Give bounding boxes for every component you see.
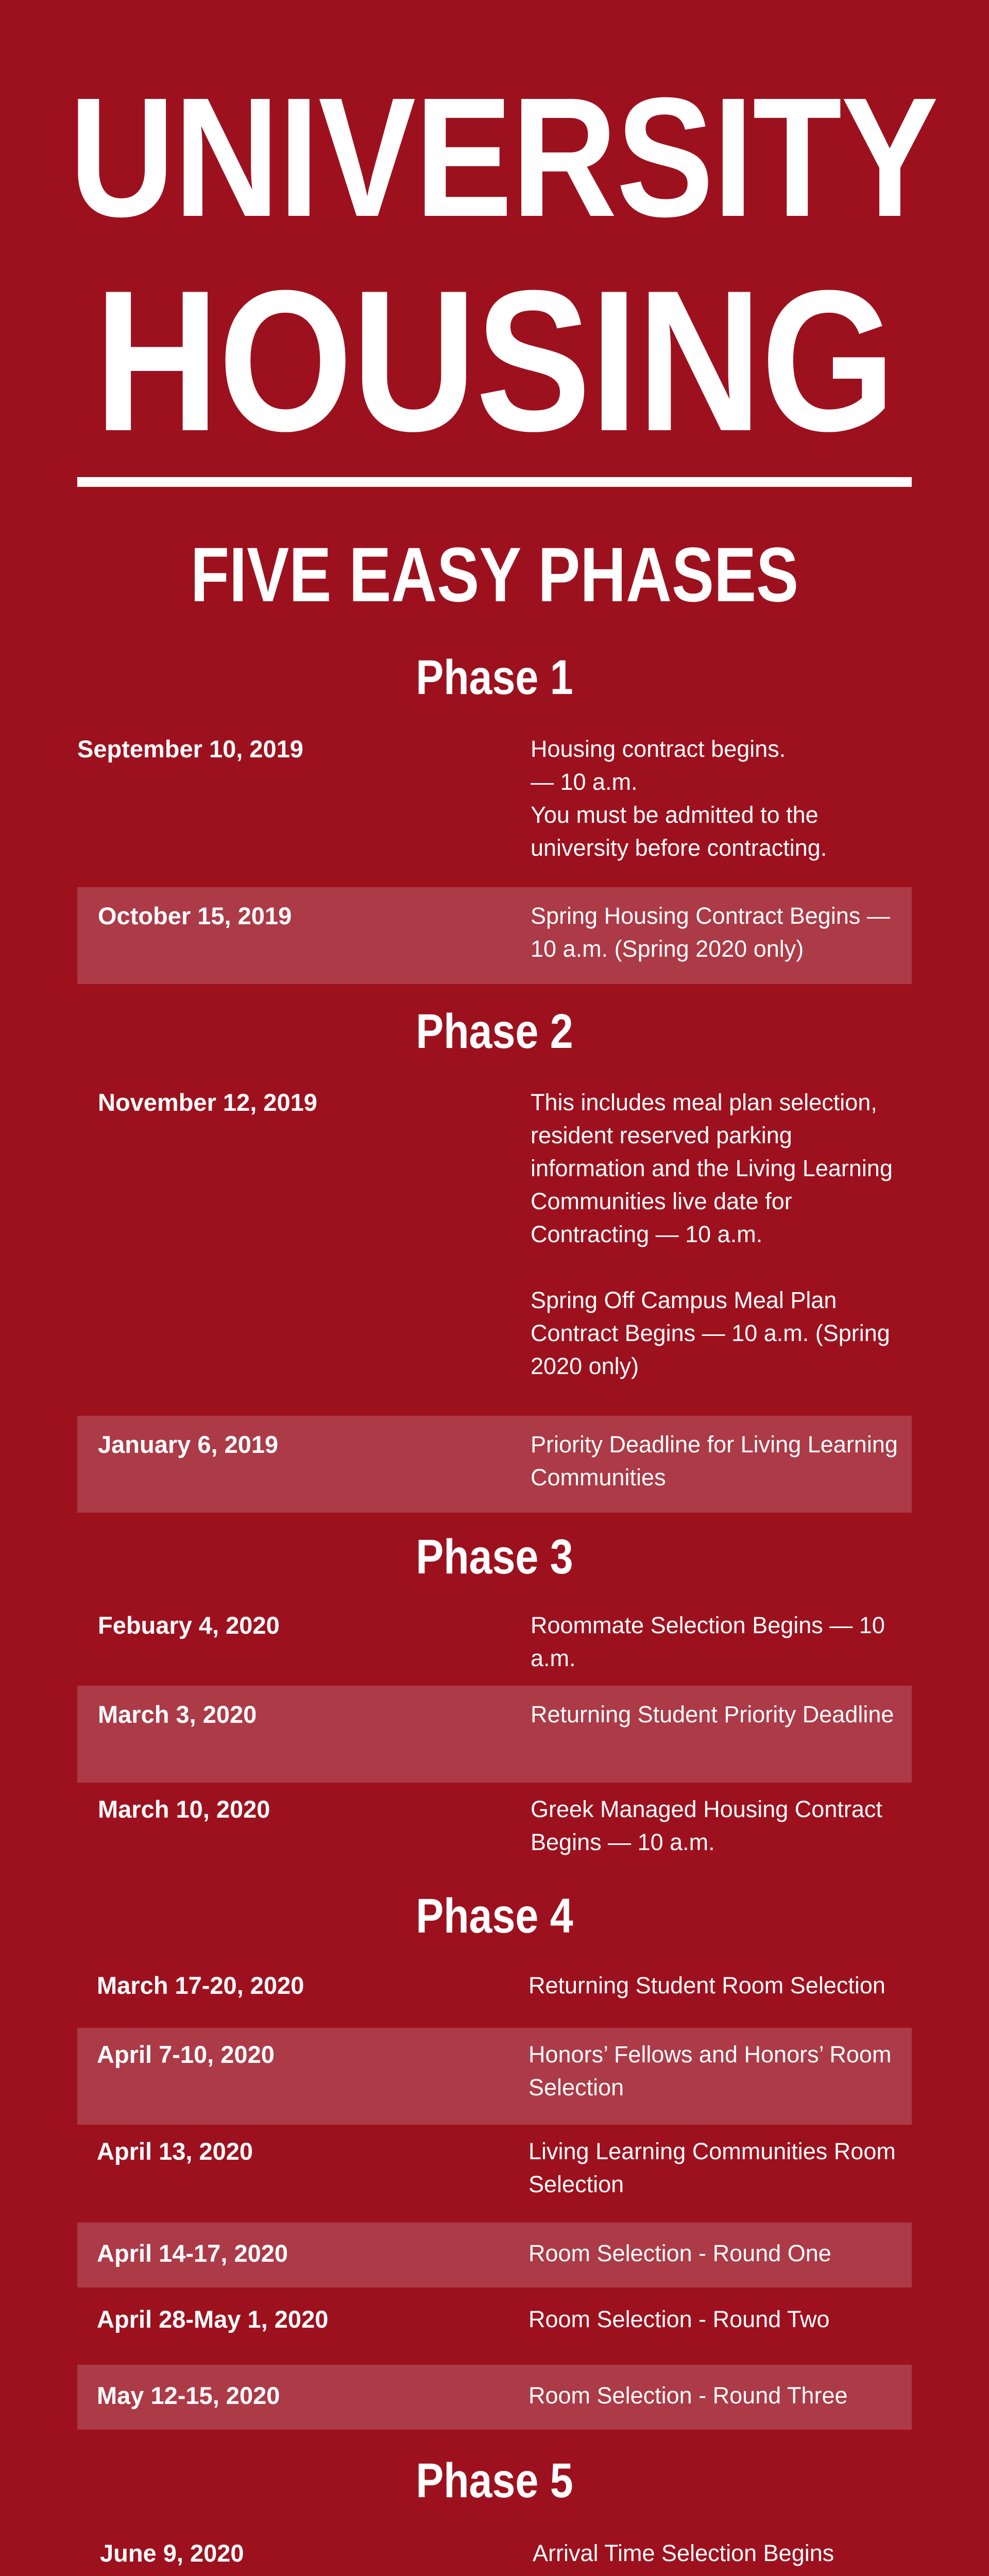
row-date: March 10, 2020 bbox=[98, 1795, 270, 1823]
row-description: Living Learning Communities Room Selection bbox=[528, 2138, 896, 2197]
schedule-row bbox=[77, 1085, 912, 1394]
row-date: April 13, 2020 bbox=[97, 2138, 253, 2165]
row-date: March 17-20, 2020 bbox=[97, 1972, 304, 1999]
row-description: This includes meal plan selection, resident reserved parking information and the Living Learning Communities live date for Contracting — 10 a.m. Spring Off Campus Meal Plan Contract Begins — 10 a.m. (Spring 2020 only) bbox=[531, 1089, 893, 1379]
row-description: Room Selection - Round One bbox=[528, 2240, 831, 2266]
row-date: October 15, 2019 bbox=[98, 902, 292, 929]
row-date: January 6, 2019 bbox=[98, 1431, 279, 1458]
schedule-row bbox=[77, 2223, 912, 2287]
row-date: March 3, 2020 bbox=[98, 1701, 257, 1728]
schedule-row bbox=[77, 1416, 912, 1513]
row-date: Febuary 4, 2020 bbox=[98, 1612, 280, 1639]
phase-heading: Phase 3 bbox=[416, 1530, 573, 1584]
row-date: June 9, 2020 bbox=[100, 2539, 244, 2567]
phase-heading: Phase 5 bbox=[416, 2453, 573, 2508]
phase-heading: Phase 2 bbox=[416, 1004, 573, 1059]
row-description: Arrival Time Selection Begins bbox=[533, 2540, 834, 2566]
title-line-2: HOUSING bbox=[94, 248, 895, 473]
schedule-row bbox=[77, 2125, 912, 2217]
schedule-row bbox=[77, 2531, 912, 2576]
schedule-row bbox=[77, 1783, 912, 1865]
subtitle: FIVE EASY PHASES bbox=[190, 531, 799, 618]
row-description: Honors’ Fellows and Honors’ Room Selection bbox=[528, 2041, 892, 2100]
row-description: Room Selection - Round Three bbox=[528, 2382, 848, 2409]
row-date: September 10, 2019 bbox=[77, 735, 303, 762]
row-description: Room Selection - Round Two bbox=[528, 2306, 830, 2332]
row-description: Housing contract begins. — 10 a.m. You must be admitted to the university before contracting. bbox=[531, 736, 827, 861]
row-description: Returning Student Priority Deadline bbox=[531, 1701, 894, 1727]
phase-heading: Phase 4 bbox=[416, 1889, 573, 1943]
row-date: April 14-17, 2020 bbox=[97, 2240, 288, 2267]
schedule-row bbox=[77, 1962, 912, 2024]
row-description: Spring Housing Contract Begins — 10 a.m. (Spring 2020 only) bbox=[531, 903, 890, 962]
row-description: Roommate Selection Begins — 10 a.m. bbox=[531, 1612, 885, 1671]
row-description: Returning Student Room Selection bbox=[528, 1972, 885, 1998]
phase-heading: Phase 1 bbox=[416, 650, 573, 705]
row-date: May 12-15, 2020 bbox=[97, 2382, 280, 2409]
title-line-1: UNIVERSITY bbox=[69, 62, 938, 252]
row-description: Greek Managed Housing Contract Begins — 10 a.m. bbox=[531, 1796, 882, 1855]
schedule-row bbox=[77, 1686, 912, 1783]
row-description: Priority Deadline for Living Learning Communities bbox=[531, 1431, 898, 1490]
row-date: November 12, 2019 bbox=[98, 1089, 317, 1116]
schedule-row bbox=[77, 2028, 912, 2125]
row-date: April 7-10, 2020 bbox=[97, 2041, 275, 2068]
schedule-row bbox=[77, 732, 912, 866]
schedule-row bbox=[77, 2287, 912, 2363]
schedule-row bbox=[77, 1605, 912, 1687]
schedule-row bbox=[77, 887, 912, 984]
row-date: April 28-May 1, 2020 bbox=[97, 2306, 329, 2333]
title-divider bbox=[77, 477, 912, 487]
schedule-row bbox=[77, 2365, 912, 2430]
